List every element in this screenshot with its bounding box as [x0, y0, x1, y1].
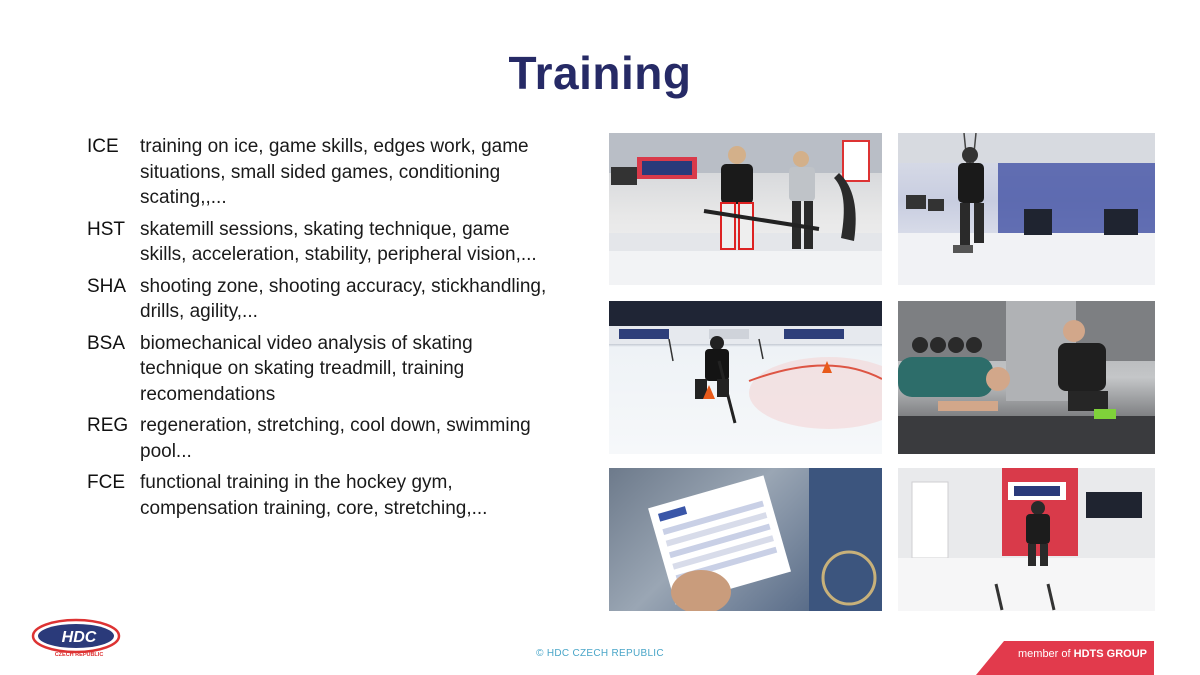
member-prefix: member of	[1018, 648, 1071, 660]
list-item	[87, 331, 557, 408]
photo-ice-training	[609, 133, 882, 285]
photo-training-plan	[609, 468, 882, 611]
item-code: REG	[87, 415, 129, 436]
list-item	[87, 470, 557, 521]
list-item	[87, 413, 557, 464]
item-code: HST	[87, 218, 125, 240]
item-description: skatemill sessions, skating technique, game skills, acceleration, stability, peripheral vision,...	[140, 218, 537, 265]
item-code: ICE	[87, 136, 119, 157]
item-code: SHA	[87, 275, 127, 297]
hdc-logo	[31, 618, 121, 658]
photo-hdc-hall	[898, 468, 1155, 611]
item-description: regeneration, stretching, cool down, swimming pool...	[140, 415, 531, 462]
item-code: FCE	[87, 472, 125, 493]
item-description: biomechanical video analysis of skating technique on skating treadmill, training recomendations	[140, 332, 473, 405]
item-code: BSA	[87, 332, 126, 354]
item-description: shooting zone, shooting accuracy, stickhandling, drills, agility,...	[140, 275, 547, 322]
logo-text: HDC	[61, 629, 97, 646]
item-description: training on ice, game skills, edges work, game situations, small sided games, conditioning scating,,...	[140, 136, 529, 208]
photo-shooting-zone	[609, 301, 882, 454]
logo-subtext: CZECH REPUBLIC	[54, 652, 104, 658]
list-item	[87, 134, 557, 211]
item-description: functional training in the hockey gym, compensation training, core, stretching,...	[140, 472, 488, 519]
list-item	[87, 274, 557, 325]
member-label	[1018, 648, 1147, 660]
photo-skatemill	[898, 133, 1155, 285]
page-title: Training	[508, 47, 692, 99]
training-list	[87, 134, 557, 527]
footer-copyright: © HDC CZECH REPUBLIC	[536, 648, 664, 659]
photo-gym	[898, 301, 1155, 454]
list-item	[87, 217, 557, 268]
member-group: HDTS GROUP	[1073, 648, 1147, 660]
